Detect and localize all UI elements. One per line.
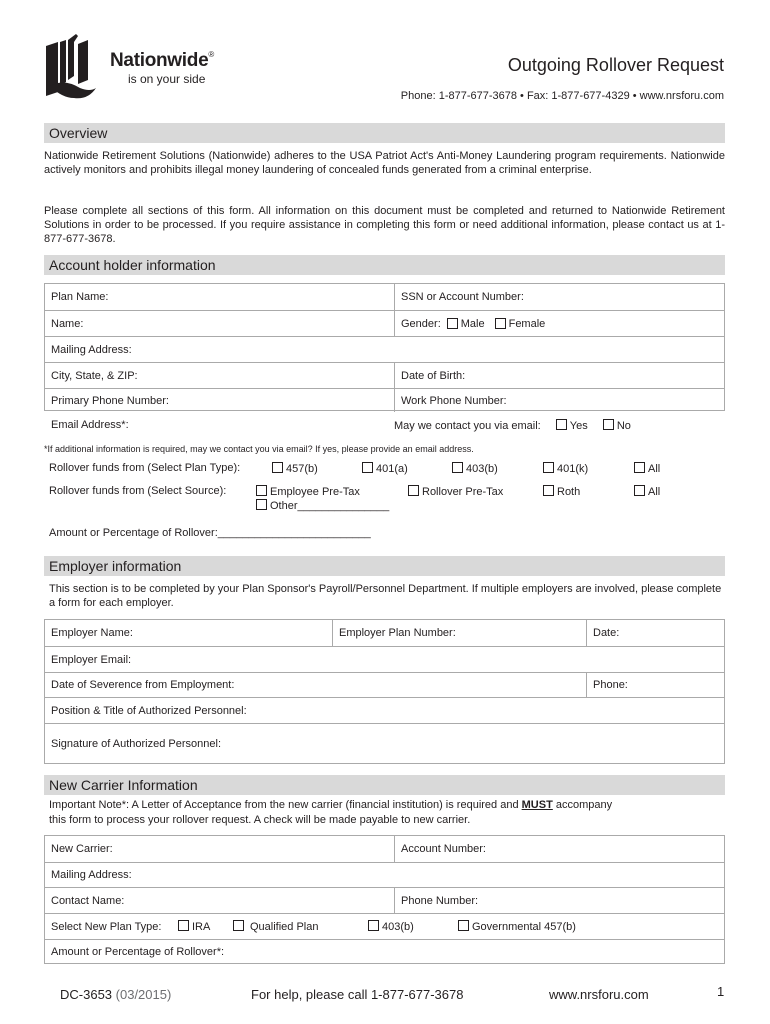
contact-yes-label: Yes xyxy=(569,420,588,432)
position-title-field[interactable] xyxy=(45,698,724,723)
employer-heading: Employer information xyxy=(44,556,725,576)
new-plan-403b[interactable] xyxy=(368,920,414,933)
contact-yes-checkbox[interactable] xyxy=(556,419,567,430)
name-field[interactable] xyxy=(45,311,394,336)
new-plan-type-field xyxy=(45,914,724,939)
female-label: Female xyxy=(508,317,546,330)
ssn-label: SSN or Account Number: xyxy=(401,291,524,303)
new-plan-qualified-checkbox[interactable] xyxy=(233,920,244,931)
work-phone-label: Work Phone Number: xyxy=(401,394,507,407)
employer-phone-label: Phone: xyxy=(593,679,628,691)
employer-phone-field[interactable] xyxy=(586,673,724,697)
account-holder-table xyxy=(44,283,725,411)
new-plan-403b-label: 403(b) xyxy=(382,921,414,933)
new-carrier-field[interactable] xyxy=(45,836,394,862)
plan-type-403b-label: 403(b) xyxy=(466,463,498,475)
ssn-field[interactable] xyxy=(394,284,724,310)
carrier-account-number-field[interactable] xyxy=(394,836,724,862)
carrier-note-line2: this form to process your rollover request. A check will be made payable to new carrier. xyxy=(49,814,471,826)
source-rollover-pretax[interactable] xyxy=(408,485,503,498)
plan-name-field[interactable] xyxy=(45,284,394,310)
carrier-phone-field[interactable] xyxy=(394,888,724,913)
contact-no-label: No xyxy=(616,420,631,432)
new-plan-ira-checkbox[interactable] xyxy=(178,920,189,931)
carrier-phone-label: Phone Number: xyxy=(401,894,479,907)
carrier-note xyxy=(49,799,612,811)
primary-phone-field[interactable] xyxy=(45,389,394,412)
new-plan-ira-label: IRA xyxy=(192,921,211,933)
carrier-account-number-label: Account Number: xyxy=(401,843,486,855)
new-plan-gov457b[interactable] xyxy=(458,920,576,933)
primary-phone-label: Primary Phone Number: xyxy=(51,394,169,407)
signature-field[interactable] xyxy=(45,724,724,763)
mailing-address-label: Mailing Address: xyxy=(51,343,132,356)
employer-plan-number-label: Employer Plan Number: xyxy=(339,627,456,639)
name-label: Name: xyxy=(51,317,84,330)
carrier-heading: New Carrier Information xyxy=(44,775,725,795)
source-employee-pretax-checkbox[interactable] xyxy=(256,485,267,496)
plan-type-403b[interactable] xyxy=(452,462,498,475)
eagle-logo-icon xyxy=(44,32,104,104)
overview-paragraph-1: Nationwide Retirement Solutions (Nationwide) adheres to the USA Patriot Act's Anti-Money Laundering program requirements. Nationwide actively monitors and prohibits illegal money laundering of concealed funds generated from a criminal enterprise. xyxy=(44,150,725,176)
form-date: (03/2015) xyxy=(115,987,172,1002)
source-label: Rollover funds from (Select Source): xyxy=(49,485,227,497)
plan-type-401a[interactable] xyxy=(362,462,408,475)
contact-name-field[interactable] xyxy=(45,888,394,913)
female-checkbox[interactable] xyxy=(495,318,506,329)
plan-type-all[interactable] xyxy=(634,462,660,475)
gender-field xyxy=(394,311,724,336)
may-contact-label: May we contact you via email: xyxy=(394,420,541,432)
plan-type-all-label: All xyxy=(648,463,661,475)
contact-no-checkbox[interactable] xyxy=(603,419,614,430)
nationwide-logo xyxy=(44,32,244,104)
plan-type-all-checkbox[interactable] xyxy=(634,462,645,473)
signature-label: Signature of Authorized Personnel: xyxy=(51,737,222,750)
source-rollover-pretax-label: Rollover Pre-Tax xyxy=(422,486,504,498)
employer-plan-number-field[interactable] xyxy=(332,620,586,646)
brand-tagline: is on your side xyxy=(128,72,206,86)
new-plan-gov457b-label: Governmental 457(b) xyxy=(472,921,576,933)
account-heading: Account holder information xyxy=(44,255,725,275)
severance-date-label: Date of Severence from Employment: xyxy=(51,679,235,691)
source-roth-checkbox[interactable] xyxy=(543,485,554,496)
email-note: *If additional information is required, may we contact you via email? If yes, please provide an email address. xyxy=(44,444,474,454)
employer-email-label: Employer Email: xyxy=(51,653,132,666)
new-plan-qualified-label: Qualified Plan xyxy=(250,921,319,933)
new-plan-ira[interactable] xyxy=(178,920,210,933)
position-title-label: Position & Title of Authorized Personnel: xyxy=(51,704,247,717)
source-other[interactable] xyxy=(256,499,389,512)
date-of-birth-field[interactable] xyxy=(394,363,724,388)
city-state-zip-label: City, State, & ZIP: xyxy=(51,369,138,382)
new-plan-qualified[interactable] xyxy=(233,920,319,933)
work-phone-field[interactable] xyxy=(394,389,724,412)
plan-name-label: Plan Name: xyxy=(51,291,109,303)
employer-date-field[interactable] xyxy=(586,620,724,646)
plan-type-label: Rollover funds from (Select Plan Type): xyxy=(49,462,241,474)
rollover-amount-line[interactable]: Amount or Percentage of Rollover:_________________________ xyxy=(49,527,371,539)
contact-name-label: Contact Name: xyxy=(51,894,125,907)
mailing-address-field[interactable] xyxy=(45,337,724,362)
employer-table xyxy=(44,619,725,764)
carrier-amount-field[interactable] xyxy=(45,940,724,963)
employer-name-label: Employer Name: xyxy=(51,627,133,639)
employer-paragraph: This section is to be completed by your Plan Sponsor's Payroll/Personnel Department. If multiple employers are involved, please complete a form for each employer. xyxy=(49,583,722,609)
source-all-checkbox[interactable] xyxy=(634,485,645,496)
carrier-note-prefix: Important Note*: A Letter of Acceptance from the new carrier (financial institution) is required and xyxy=(49,799,522,811)
source-other-checkbox[interactable] xyxy=(256,499,267,510)
new-carrier-label: New Carrier: xyxy=(51,843,113,855)
source-employee-pretax-label: Employee Pre-Tax xyxy=(270,486,360,498)
city-state-zip-field[interactable] xyxy=(45,363,394,388)
source-rollover-pretax-checkbox[interactable] xyxy=(408,485,419,496)
carrier-note-must: MUST xyxy=(521,799,553,811)
overview-paragraph-2: Please complete all sections of this form. All information on this document must be completed and returned to Nationwide Retirement Solutions in order to be processed. If you require assistance in completing this form or need additional information, please contact us at 1-877-677-3678. xyxy=(44,205,725,245)
employer-name-field[interactable] xyxy=(45,620,332,646)
footer-website[interactable]: www.nrsforu.com xyxy=(549,987,649,1002)
employer-date-label: Date: xyxy=(593,627,620,639)
source-all-label: All xyxy=(648,486,661,498)
gender-label: Gender: xyxy=(401,317,441,330)
form-title: Outgoing Rollover Request xyxy=(507,55,724,75)
plan-type-403b-checkbox[interactable] xyxy=(452,462,463,473)
carrier-table xyxy=(44,835,725,964)
plan-type-401a-label: 401(a) xyxy=(376,463,408,475)
email-address-label: Email Address*: xyxy=(51,419,129,431)
plan-type-401k-checkbox[interactable] xyxy=(543,462,554,473)
male-label: Male xyxy=(460,317,485,330)
source-all[interactable] xyxy=(634,485,660,498)
plan-type-401k[interactable] xyxy=(543,462,588,475)
employer-email-field[interactable] xyxy=(45,647,724,672)
male-checkbox[interactable] xyxy=(447,318,458,329)
plan-type-401k-label: 401(k) xyxy=(557,463,589,475)
new-plan-403b-checkbox[interactable] xyxy=(368,920,379,931)
form-id-code: DC-3653 xyxy=(60,987,113,1002)
carrier-note-suffix: accompany xyxy=(552,799,613,811)
plan-type-401a-checkbox[interactable] xyxy=(362,462,373,473)
source-employee-pretax[interactable] xyxy=(256,485,360,498)
page-number: 1 xyxy=(717,984,725,999)
contact-line: Phone: 1-877-677-3678 • Fax: 1-877-677-4329 • www.nrsforu.com xyxy=(400,90,724,102)
help-line: For help, please call 1-877-677-3678 xyxy=(251,987,464,1002)
severance-date-field[interactable] xyxy=(45,673,586,697)
overview-heading: Overview xyxy=(44,123,725,143)
source-roth[interactable] xyxy=(543,485,580,498)
source-roth-label: Roth xyxy=(557,486,581,498)
carrier-mailing-field[interactable] xyxy=(45,863,724,887)
new-plan-type-label: Select New Plan Type: xyxy=(51,920,162,933)
may-contact-email xyxy=(394,419,631,432)
plan-type-457b[interactable] xyxy=(272,462,318,475)
brand-name: Nationwide® xyxy=(110,50,214,71)
carrier-amount-label: Amount or Percentage of Rollover*: xyxy=(51,945,225,958)
carrier-mailing-label: Mailing Address: xyxy=(51,869,132,881)
form-id xyxy=(60,987,171,1002)
plan-type-457b-checkbox[interactable] xyxy=(272,462,283,473)
new-plan-gov457b-checkbox[interactable] xyxy=(458,920,469,931)
source-other-label: Other_______________ xyxy=(270,500,390,512)
plan-type-457b-label: 457(b) xyxy=(286,463,318,475)
date-of-birth-label: Date of Birth: xyxy=(401,369,466,382)
